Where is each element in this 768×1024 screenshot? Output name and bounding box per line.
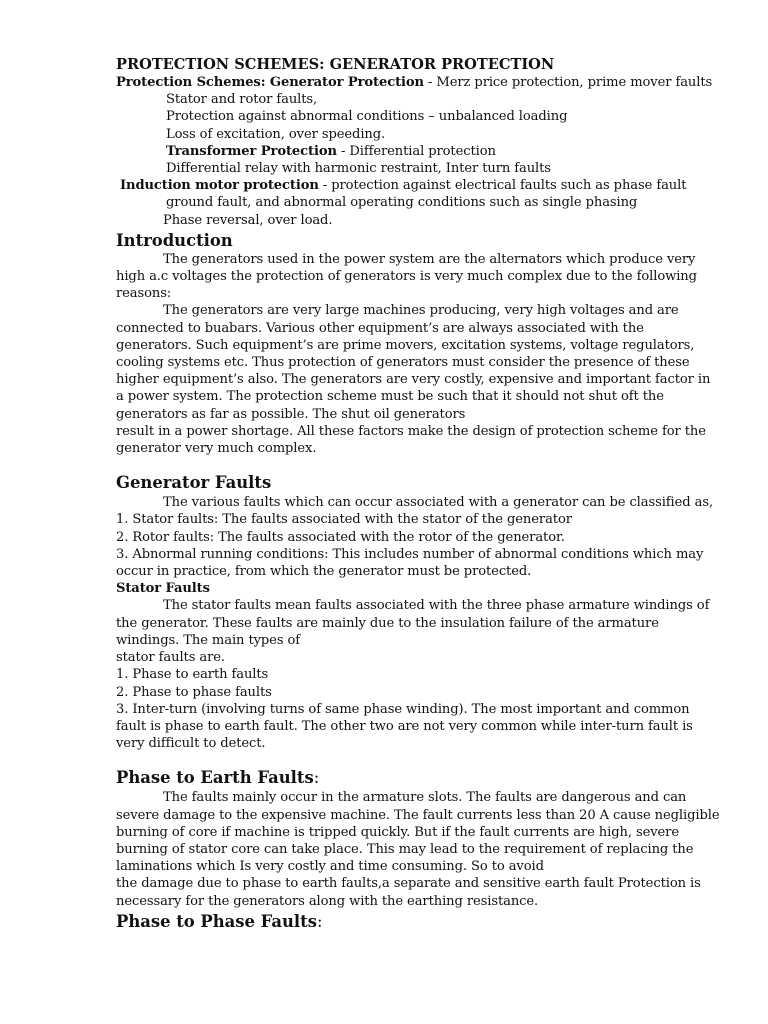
phase-to-earth-heading-colon: :: [313, 768, 320, 788]
intro-line: higher equipment’s also. The generators are very costly, expensive and important factor in: [116, 372, 711, 388]
stator-faults-heading: Stator Faults: [116, 581, 210, 597]
phase-to-phase-heading-colon: :: [316, 911, 323, 931]
intro-line: generators as far as possible. The shut oil generators: [116, 406, 466, 422]
phase-to-earth-heading: [116, 768, 716, 788]
stator-faults-line: fault is phase to earth fault. The other two are not very common while inter-turn fault is: [116, 718, 693, 734]
generator-faults-line: The various faults which can occur associated with a generator can be classified as,: [163, 495, 714, 511]
schemes-line-7: [116, 177, 716, 194]
phase-to-phase-heading-text: Phase to Phase Faults: [116, 911, 317, 931]
schemes-line-8: ground fault, and abnormal operating conditions such as single phasing: [166, 195, 638, 211]
schemes-line-6: Differential relay with harmonic restraint, Inter turn faults: [166, 161, 551, 177]
generator-faults-heading: Generator Faults: [116, 473, 272, 493]
induction-motor-label: Induction motor protection: [120, 178, 319, 194]
schemes-line-1: [116, 74, 716, 91]
stator-faults-line: windings. The main types of: [116, 632, 301, 648]
generator-faults-line: occur in practice, from which the generator must be protected.: [116, 564, 532, 580]
generator-faults-line: 3. Abnormal running conditions: This includes number of abnormal conditions which may: [116, 546, 704, 562]
stator-faults-line: 2. Phase to phase faults: [116, 684, 272, 700]
phase-to-earth-line: laminations which Is very costly and time consuming. So to avoid: [116, 859, 544, 875]
transformer-protection-label: Transformer Protection: [166, 143, 337, 159]
induction-motor-text: - protection against electrical faults such as phase fault: [318, 178, 687, 194]
schemes-generator-text: - Merz price protection, prime mover faults: [423, 75, 713, 90]
phase-to-earth-heading-text: Phase to Earth Faults: [116, 768, 314, 788]
intro-line: connected to buabars. Various other equipment’s are always associated with the: [116, 320, 644, 336]
stator-faults-line: very difficult to detect.: [116, 736, 266, 752]
schemes-line-5: [116, 143, 716, 160]
phase-to-earth-line: burning of stator core can take place. This may lead to the requirement of replacing the: [116, 841, 694, 857]
schemes-line-4: Loss of excitation, over speeding.: [166, 126, 386, 142]
phase-to-earth-line: The faults mainly occur in the armature slots. The faults are dangerous and can: [163, 790, 687, 806]
phase-to-earth-line: severe damage to the expensive machine. The fault currents less than 20 A cause negligible: [116, 807, 720, 823]
stator-faults-line: the generator. These faults are mainly due to the insulation failure of the armature: [116, 615, 659, 631]
schemes-generator-label: Protection Schemes: Generator Protection: [116, 75, 424, 90]
schemes-line-3: Protection against abnormal conditions – unbalanced loading: [166, 109, 568, 125]
intro-line: high a.c voltages the protection of generators is very much complex due to the following: [116, 269, 697, 285]
schemes-line-2: Stator and rotor faults,: [166, 92, 318, 108]
generator-faults-line: 2. Rotor faults: The faults associated with the rotor of the generator.: [116, 529, 565, 545]
intro-line: a power system. The protection scheme must be such that it should not shut oft the: [116, 389, 664, 405]
phase-to-phase-heading: [116, 912, 716, 932]
stator-faults-line: stator faults are.: [116, 650, 225, 666]
intro-line: generator very much complex.: [116, 441, 317, 457]
introduction-heading: Introduction: [116, 230, 233, 250]
document-body: [116, 55, 720, 932]
intro-line: cooling systems etc. Thus protection of generators must consider the presence of these: [116, 355, 690, 371]
generator-faults-line: 1. Stator faults: The faults associated with the stator of the generator: [116, 512, 572, 528]
stator-faults-line: The stator faults mean faults associated with the three phase armature windings of: [163, 598, 710, 614]
document-title: PROTECTION SCHEMES: GENERATOR PROTECTION: [116, 56, 555, 73]
intro-line: result in a power shortage. All these factors make the design of protection scheme for the: [116, 423, 706, 439]
phase-to-earth-line: the damage due to phase to earth faults,a separate and sensitive earth fault Protection is: [116, 876, 701, 892]
schemes-line-9: Phase reversal, over load.: [163, 212, 333, 228]
phase-to-earth-line: necessary for the generators along with the earthing resistance.: [116, 893, 539, 909]
transformer-protection-text: - Differential protection: [336, 143, 496, 159]
intro-line: generators. Such equipment’s are prime movers, excitation systems, voltage regulators,: [116, 337, 695, 353]
intro-line: The generators used in the power system are the alternators which produce very: [163, 251, 696, 267]
stator-faults-line: 1. Phase to earth faults: [116, 667, 269, 683]
intro-line: The generators are very large machines producing, very high voltages and are: [163, 303, 679, 319]
stator-faults-line: 3. Inter-turn (involving turns of same phase winding). The most important and common: [116, 701, 690, 717]
phase-to-earth-line: burning of core if machine is tripped quickly. But if the fault currents are high, severe: [116, 824, 679, 840]
intro-line: reasons:: [116, 286, 172, 302]
